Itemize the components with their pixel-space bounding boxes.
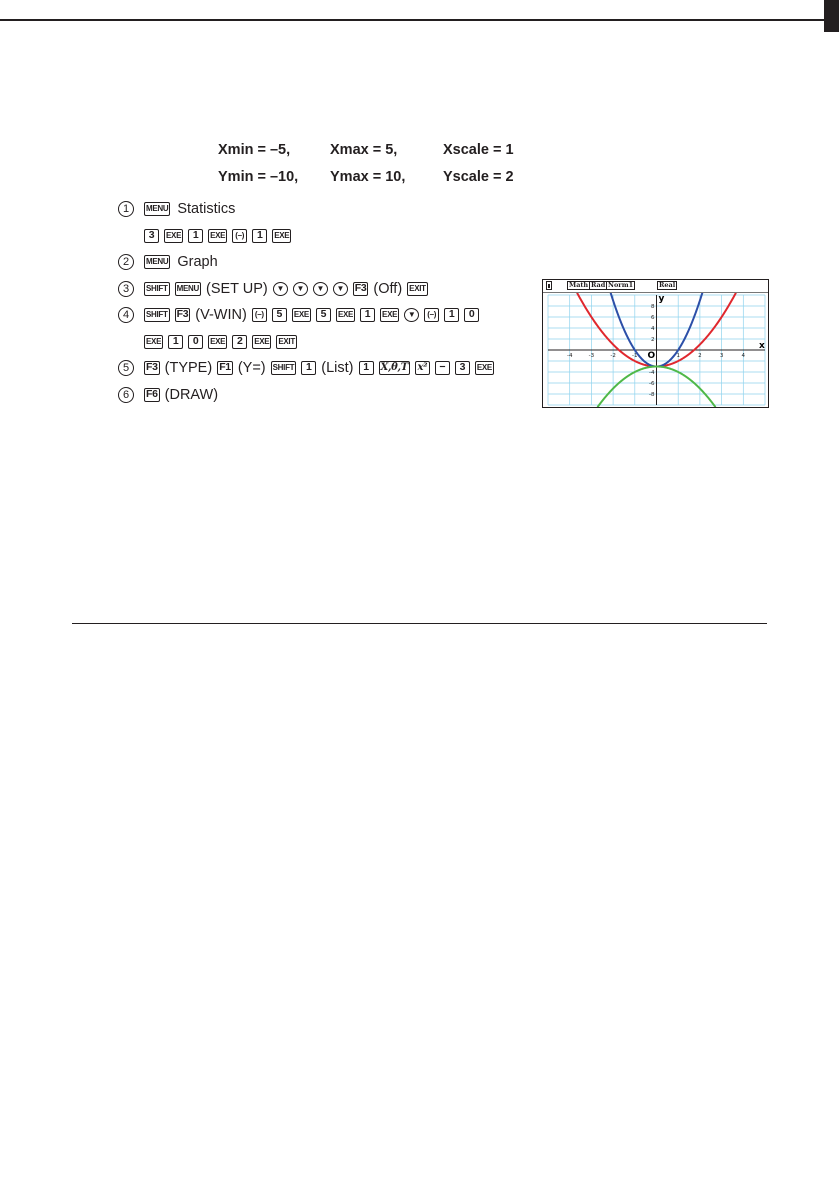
x-tick-label: 2 (698, 353, 702, 359)
step-text: (V-WIN) (195, 306, 247, 323)
exe-key: EXE (252, 335, 271, 349)
f1-key: F1 (219, 361, 231, 374)
step-number: 4 (118, 307, 134, 323)
step-label: Graph (177, 253, 218, 270)
shift-key: SHIFT (271, 361, 297, 375)
step-number: 5 (118, 360, 134, 376)
y-axis-label: y (658, 294, 665, 304)
x-tick-label: 4 (741, 353, 746, 359)
key-0: 0 (464, 308, 479, 322)
step-1 (118, 200, 235, 217)
x-tick-label: -4 (566, 353, 573, 359)
top-rule (0, 19, 839, 21)
menu-key: MENU (175, 282, 201, 296)
exe-key: EXE (475, 361, 494, 375)
page-tab-marker (824, 0, 839, 32)
key-1: 1 (444, 308, 459, 322)
f3-key: F3 (176, 308, 189, 321)
xmin-setting: Xmin = –5, (218, 142, 291, 158)
step-5 (118, 359, 499, 376)
negative-key: (–) (232, 229, 247, 243)
key-2: 2 (232, 335, 247, 349)
menu-key: MENU (144, 202, 170, 216)
calculator-screen (542, 279, 769, 408)
down-arrow-icon: ▼ (273, 282, 288, 296)
key-1: 1 (168, 335, 183, 349)
status-real: Real (659, 281, 676, 289)
exit-key: EXIT (276, 335, 297, 349)
status-math: Math (569, 281, 589, 289)
menu-key: MENU (144, 255, 170, 269)
down-arrow-icon: ▼ (313, 282, 328, 296)
y-tick-label: 6 (651, 315, 655, 321)
key-5: 5 (272, 308, 287, 322)
yscale-setting: Yscale = 2 (443, 169, 514, 185)
exe-key: EXE (292, 308, 311, 322)
origin-label: O (647, 351, 656, 361)
step-label: Statistics (177, 200, 236, 217)
down-arrow-icon: ▼ (404, 308, 419, 322)
shift-key: SHIFT (144, 308, 170, 322)
exe-key: EXE (336, 308, 355, 322)
step-4-keys (144, 333, 302, 350)
step-number: 2 (118, 254, 134, 270)
minus-key: − (435, 361, 450, 375)
status-rad: Rad (591, 281, 606, 289)
status-bar (543, 280, 768, 293)
status-norm: Norm1 (608, 281, 634, 289)
x-axis-label: x (759, 341, 765, 351)
key-1: 1 (252, 229, 267, 243)
step-text: (List) (321, 359, 354, 376)
negative-key: (–) (252, 308, 267, 322)
y-tick-label: 8 (651, 304, 655, 310)
key-1: 1 (188, 229, 203, 243)
step-2 (118, 253, 218, 270)
down-arrow-icon: ▼ (293, 282, 308, 296)
step-3 (118, 280, 433, 297)
key-1: 1 (359, 361, 374, 375)
xmax-setting: Xmax = 5, (330, 142, 398, 158)
step-1-keys (144, 227, 296, 244)
ymin-setting: Ymin = –10, (218, 169, 299, 185)
x-tick-label: -2 (610, 353, 616, 359)
y-tick-label: -8 (649, 392, 655, 398)
step-text: (TYPE) (164, 359, 213, 376)
exe-key: EXE (144, 335, 163, 349)
down-arrow-icon: ▼ (333, 282, 348, 296)
key-1: 1 (360, 308, 375, 322)
ymax-setting: Ymax = 10, (330, 169, 406, 185)
exe-key: EXE (380, 308, 399, 322)
key-3: 3 (144, 229, 159, 243)
section-divider (72, 623, 767, 624)
x-tick-label: -1 (632, 353, 638, 359)
f6-key: F6 (146, 388, 158, 401)
key-1: 1 (301, 361, 316, 375)
step-number: 6 (118, 387, 134, 403)
y-tick-label: 4 (651, 326, 655, 332)
key-3: 3 (455, 361, 470, 375)
f3-key: F3 (146, 361, 158, 374)
y-tick-label: 2 (651, 337, 655, 343)
x-theta-t-key: X,θ,T (380, 361, 408, 373)
x-tick-label: 3 (719, 353, 724, 359)
y-tick-label: -6 (649, 381, 655, 387)
step-text: (Off) (373, 280, 403, 297)
y-tick-label: -4 (649, 370, 655, 376)
x-tick-label: 1 (676, 353, 680, 359)
step-text: (Y=) (237, 359, 266, 376)
exit-key: EXIT (407, 282, 428, 296)
battery-icon (546, 281, 552, 290)
exe-key: EXE (208, 335, 227, 349)
step-number: 1 (118, 201, 134, 217)
exe-key: EXE (208, 229, 227, 243)
exe-key: EXE (164, 229, 183, 243)
graph-plot (543, 293, 768, 407)
f3-key: F3 (354, 282, 367, 295)
x-tick-label: -3 (588, 353, 595, 359)
key-5: 5 (316, 308, 331, 322)
step-6 (118, 386, 223, 403)
step-number: 3 (118, 281, 134, 297)
exe-key: EXE (272, 229, 291, 243)
key-0: 0 (188, 335, 203, 349)
x-squared-key: x² (415, 361, 430, 375)
step-text: (DRAW) (164, 386, 219, 403)
xscale-setting: Xscale = 1 (443, 142, 514, 158)
step-text: (SET UP) (205, 280, 268, 297)
shift-key: SHIFT (144, 282, 170, 296)
step-4 (118, 306, 484, 323)
negative-key: (–) (424, 308, 439, 322)
